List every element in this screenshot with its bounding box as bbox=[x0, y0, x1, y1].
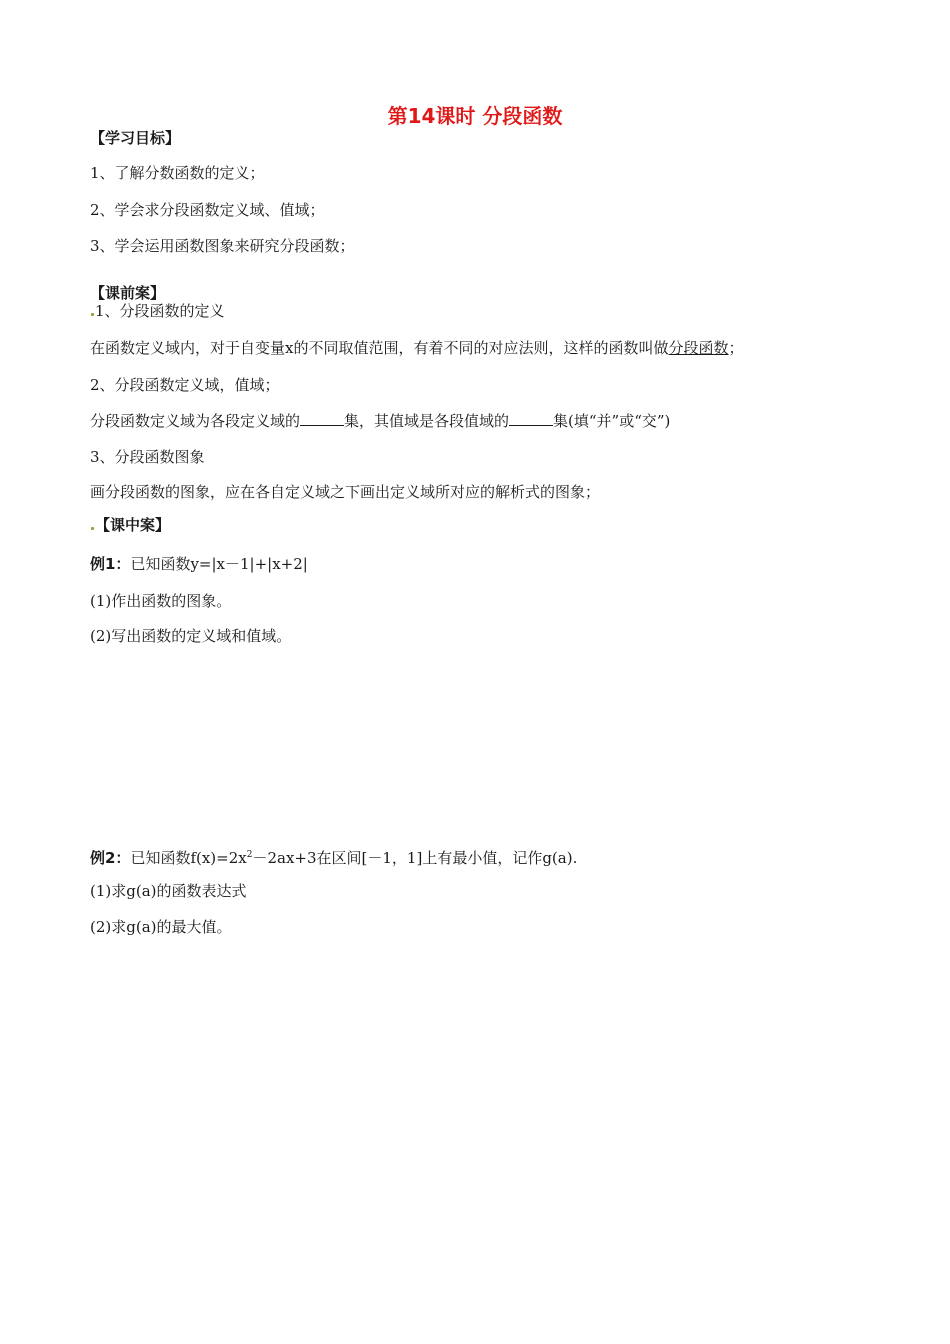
preclass-section-1-title: 1、分段函数的定义 bbox=[90, 301, 225, 321]
example-1-question-1: (1)作出函数的图象。 bbox=[90, 592, 232, 610]
goal-item-2: 2、学会求分段函数定义域、值域； bbox=[90, 201, 325, 219]
example-1-question-2: (2)写出函数的定义域和值域。 bbox=[90, 627, 292, 645]
preclass-header: 【课前案】 bbox=[90, 284, 166, 302]
goal-item-3: 3、学会运用函数图象来研究分段函数； bbox=[90, 237, 355, 255]
example-1-label: 例1： bbox=[90, 555, 131, 573]
example-2: 例2：已知函数$f(x)=2x^2-2ax+3$在区间[－1，1]上有最小值，记作g(a). bbox=[90, 849, 578, 867]
preclass-section-3-title: 3、分段函数图象 bbox=[90, 448, 205, 466]
mark-dot bbox=[91, 313, 94, 316]
example-1: 例1：已知函数y=|x－1|+|x+2| bbox=[90, 555, 308, 573]
preclass-section-3-text: 画分段函数的图象，应在各自定义域之下画出定义域所对应的解析式的图象； bbox=[90, 483, 601, 501]
fill-blank-1 bbox=[300, 411, 344, 426]
page-title: 第14课时 分段函数 bbox=[387, 104, 563, 128]
fill-blank-2 bbox=[509, 411, 553, 426]
goals-header: 【学习目标】 bbox=[90, 129, 181, 147]
inclass-header: 【课中案】 bbox=[90, 515, 170, 535]
preclass-section-1-text: 在函数定义域内，对于自变量x的不同取值范围，有着不同的对应法则，这样的函数叫做分段函数； bbox=[90, 339, 744, 357]
preclass-section-2-text: 分段函数定义域为各段定义域的 集，其值域是各段值域的 集(填“并”或“交”) bbox=[90, 412, 671, 430]
example-2-question-2: (2)求g(a)的最大值。 bbox=[90, 918, 232, 936]
mark-dot bbox=[91, 527, 94, 530]
example-2-label: 例2： bbox=[90, 849, 131, 867]
example-2-question-1: (1)求g(a)的函数表达式 bbox=[90, 882, 247, 900]
term-piecewise-function: 分段函数 bbox=[668, 339, 729, 357]
preclass-section-2-title: 2、分段函数定义域，值域； bbox=[90, 376, 280, 394]
goal-item-1: 1、了解分数函数的定义； bbox=[90, 164, 265, 182]
